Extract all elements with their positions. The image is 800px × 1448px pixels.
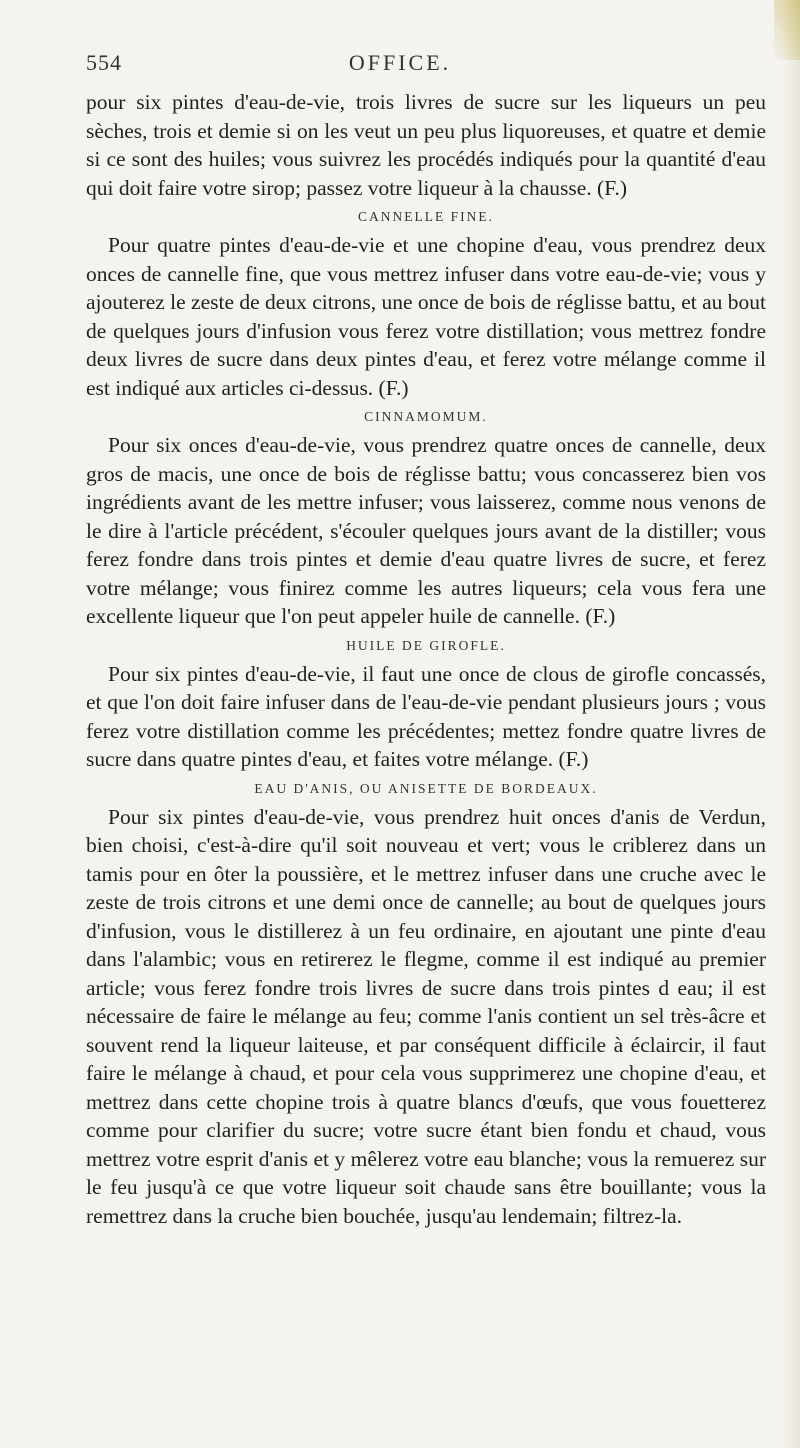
paragraph-cinnamomum: Pour six onces d'eau-de-vie, vous prendrez quatre onces de cannelle, deux gros de macis, une once de bois de réglisse battu; vous concasserez bien vos ingrédients avant de les mettre infuser; vous laisserez, comme nous venons de le dire à l'article précédent, s'écouler quelques jours avant de la distiller; vous ferez fondre dans trois pintes et demie d'eau quatre livres de sucre, et ferez votre mélange; vous finirez comme les autres liqueurs; cela vous fera une excellente liqueur que l'on peut appeler huile de cannelle. (F.): [86, 433, 766, 628]
running-head: OFFICE.: [348, 50, 452, 75]
text-block: [86, 88, 766, 1230]
paragraph-continuation: pour six pintes d'eau-de-vie, trois livres de sucre sur les liqueurs un peu sèches, trois et demie si on les veut un peu plus liquoreuses, et quatre et demie si ce sont des huiles; vous suivrez les procédés indiqués pour la quantité d'eau qui doit faire votre sirop; passez votre liqueur à la chausse. (F.): [86, 90, 766, 200]
page-number: 554: [86, 50, 122, 75]
section-title-cannelle-fine: CANNELLE FINE.: [358, 209, 494, 224]
section-title-cinnamomum: CINNAMOMUM.: [364, 409, 488, 424]
page-edge-shadow: [782, 0, 800, 1448]
paragraph-eau-d-anis: Pour six pintes d'eau-de-vie, vous prendrez huit onces d'anis de Verdun, bien choisi, c'est-à-dire qu'il soit nouveau et vert; vous le criblerez dans un tamis pour en ôter la poussière, et le mettrez infuser dans une cruche avec le zeste de trois citrons et une demi once de cannelle; au bout de quelques jours d'infusion, vous le distillerez à un feu ordinaire, en ajoutant une pinte d'eau dans l'alambic; vous en retirerez le flegme, comme il est indiqué au premier article; vous ferez fondre trois livres de sucre dans trois pintes d eau; il est nécessaire de faire le mélange au feu; comme l'anis contient un sel très-âcre et souvent rend la liqueur laiteuse, et par conséquent difficile à éclaircir, il faut faire le mélange à chaud, et pour cela vous supprimerez une chopine d'eau, et mettrez dans cette chopine trois à quatre blancs d'œufs, que vous fouetterez comme pour clarifier du sucre; votre sucre étant bien fondu et chaud, vous mettrez votre esprit d'anis et y mêlerez votre eau blanche; vous la remuerez sur le feu jusqu'à ce que votre liqueur soit chaude sans être bouillante; vous la remettrez dans la cruche bien bouchée, jusqu'au lendemain; filtrez-la.: [86, 804, 766, 1228]
section-title-eau-d-anis: EAU D'ANIS, OU ANISETTE DE BORDEAUX.: [254, 780, 598, 796]
paragraph-huile-de-girofle: Pour six pintes d'eau-de-vie, il faut une once de clous de girofle concassés, et que l'on doit faire infuser dans de l'eau-de-vie pendant plusieurs jours ; vous ferez votre distillation comme les précédentes; mettez fondre quatre livres de sucre dans quatre pintes d'eau, et faites votre mélange. (F.): [86, 661, 766, 771]
section-title-huile-de-girofle: HUILE DE GIROFLE.: [346, 637, 506, 653]
paragraph-cannelle-fine: Pour quatre pintes d'eau-de-vie et une chopine d'eau, vous prendrez deux onces de cannelle fine, que vous mettrez infuser dans votre eau-de-vie; vous y ajouterez le zeste de deux citrons, une once de bois de réglisse battu, et au bout de quelques jours d'infusion vous ferez votre distillation; vous mettrez fondre deux livres de sucre dans deux pintes d'eau, et ferez votre mélange comme il est indiqué aux articles ci-dessus. (F.): [86, 233, 766, 400]
page-header: [0, 50, 800, 84]
